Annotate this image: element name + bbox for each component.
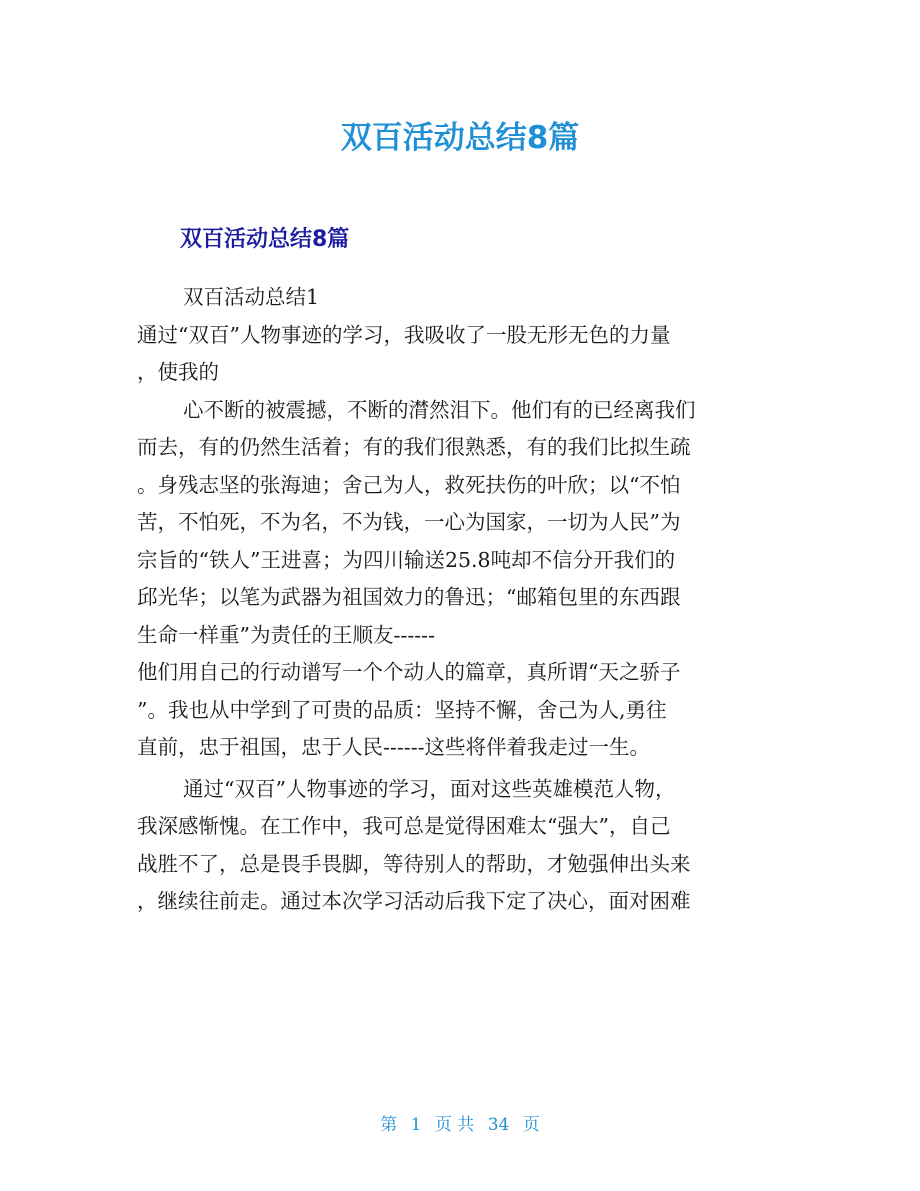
document-body	[137, 279, 787, 921]
paragraph-line: 生命一样重”为责任的王顺友------	[137, 622, 436, 647]
paragraph-line: 直前，忠于祖国，忠于人民------这些将伴着我走过一生。	[137, 735, 651, 759]
paragraph-line: 宗旨的“铁人”王进喜；为四川输送25.8吨却不信分开我们的	[137, 547, 676, 572]
paragraph-line: 我深感惭愧。在工作中，我可总是觉得困难太“强大”，自己	[137, 814, 671, 838]
section-heading: 双百活动总结8篇	[180, 227, 350, 252]
paragraph-line: 通过“双百”人物事迹的学习，我吸收了一股无形无色的力量	[137, 322, 671, 347]
paragraph-line: 。身残志坚的张海迪；舍己为人，救死扶伤的叶欣；以“不怕	[137, 472, 681, 497]
paragraph-line: 邱光华；以笔为武器为祖国效力的鲁迅；“邮箱包里的东西跟	[137, 585, 681, 609]
footer-page-number: 1	[410, 1115, 422, 1135]
footer-total-pages: 34	[487, 1115, 510, 1135]
paragraph-line: 战胜不了，总是畏手畏脚，等待别人的帮助，才勉强伸出头来	[137, 851, 691, 876]
paragraph-line: 通过“双百”人物事迹的学习，面对这些英雄模范人物，	[183, 776, 676, 801]
paragraph-line: 心不断的被震撼，不断的潸然泪下。他们有的已经离我们	[183, 397, 696, 422]
paragraph-line: ”。我也从中学到了可贵的品质：坚持不懈，舍己为人,勇往	[137, 697, 667, 722]
paragraph-line: 而去，有的仍然生活着；有的我们很熟悉，有的我们比拟生疏	[137, 435, 691, 459]
document-title: 双百活动总结8篇	[340, 120, 580, 156]
paragraph-line: 苦，不怕死，不为名，不为钱，一心为国家，一切为人民”为	[137, 510, 681, 534]
footer-suffix: 页	[522, 1115, 540, 1135]
page-footer	[0, 1113, 920, 1137]
paragraph-line: ，使我的	[137, 360, 219, 384]
paragraph-line: 他们用自己的行动谱写一个个动人的篇章，真所谓“天之骄子	[137, 660, 681, 684]
footer-prefix: 第	[380, 1115, 398, 1135]
footer-middle: 页 共	[434, 1115, 475, 1135]
paragraph-line: 双百活动总结1	[183, 285, 320, 309]
paragraph-line: ，继续往前走。通过本次学习活动后我下定了决心，面对困难	[137, 889, 691, 913]
